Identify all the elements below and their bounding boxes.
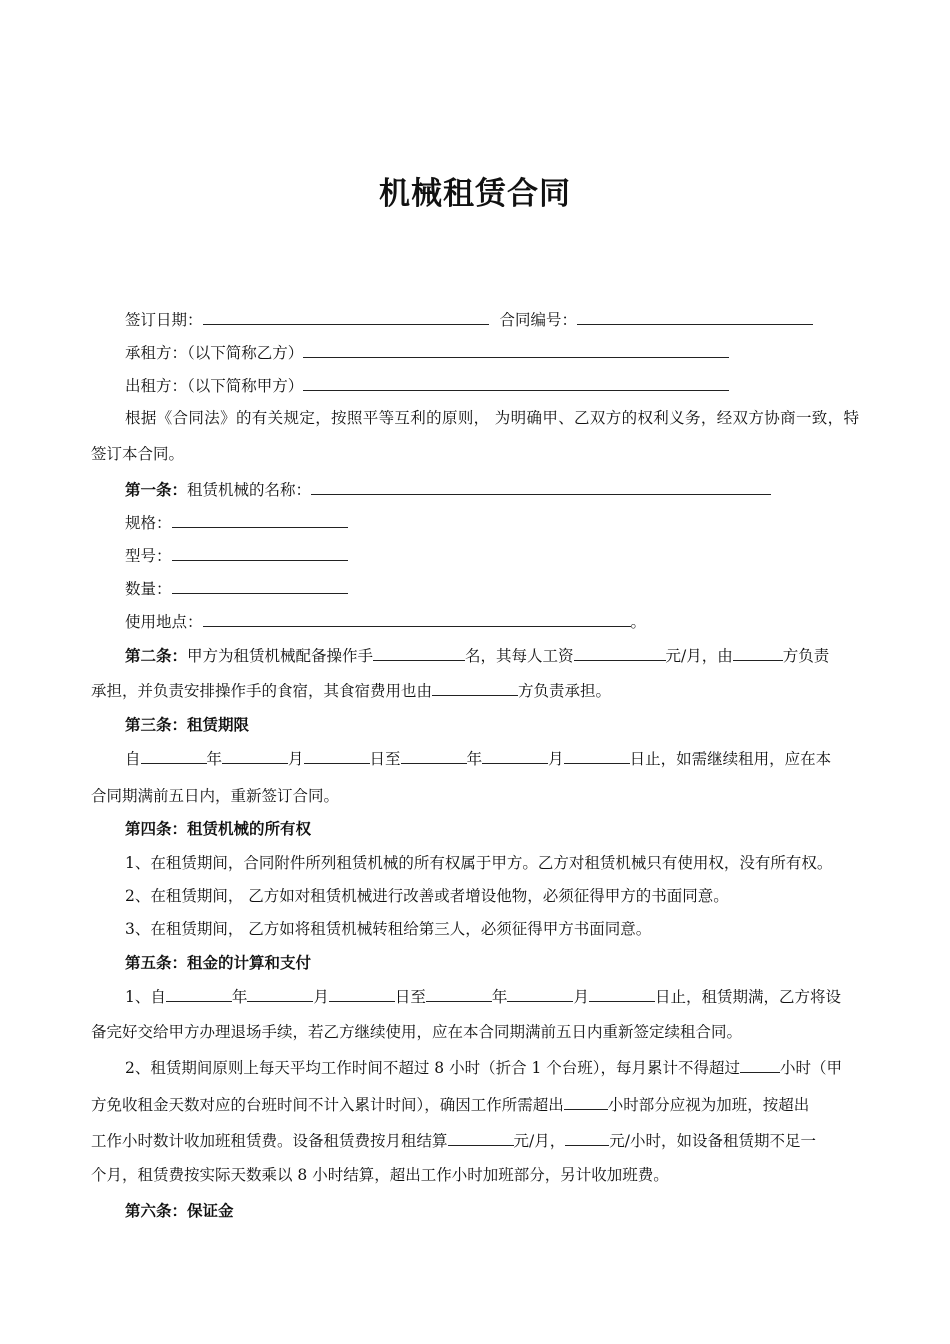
art5-clause-1-line-1 bbox=[125, 985, 841, 1008]
art2-line2-text-a: 承担，并负责安排操作手的食宿，其食宿费用也由 bbox=[91, 682, 433, 700]
art5-clause-2-line-4: 个月，租赁费按实际天数乘以 8 小时结算，超出工作小时加班部分，另计收加班费。 bbox=[91, 1166, 669, 1184]
art1-qty-blank[interactable] bbox=[172, 577, 348, 594]
art3-start-year[interactable] bbox=[141, 747, 207, 764]
art5-clause-1-end: 日止，租赁期满，乙方将设 bbox=[654, 988, 841, 1006]
art5-clause-2-line2-b: 小时部分应视为加班，按超出 bbox=[607, 1096, 810, 1114]
art5-heading: 第五条：租金的计算和支付 bbox=[125, 954, 312, 972]
sign-date-row bbox=[125, 308, 813, 331]
art5-clause-2-line-3 bbox=[91, 1129, 816, 1152]
art3-line-1 bbox=[125, 747, 831, 770]
art1-location-label: 使用地点： bbox=[125, 613, 203, 631]
art2-line-1 bbox=[125, 644, 829, 667]
art5-end-day[interactable] bbox=[589, 985, 655, 1002]
art1-heading: 第一条： bbox=[125, 481, 188, 499]
art1-name-label: 租赁机械的名称： bbox=[187, 481, 312, 499]
art2-text-1: 甲方为租赁机械配备操作手 bbox=[187, 647, 374, 665]
art5-start-month[interactable] bbox=[247, 985, 313, 1002]
art3-day-end: 日止，如需继续租用，应在本 bbox=[629, 750, 832, 768]
lessee-blank[interactable] bbox=[303, 341, 729, 358]
art3-end-day[interactable] bbox=[564, 747, 630, 764]
art4-clause-1: 1、在租赁期间，合同附件所列租赁机械的所有权属于甲方。乙方对租赁机械只有使用权，没有所有权。 bbox=[125, 854, 833, 872]
lessor-label: 出租方：（以下简称甲方） bbox=[125, 377, 304, 395]
art5-clause-2-line-2 bbox=[91, 1093, 809, 1116]
art2-line-2 bbox=[91, 679, 611, 702]
art3-end-year[interactable] bbox=[401, 747, 467, 764]
art3-from: 自 bbox=[125, 750, 141, 768]
art3-year-label-2: 年 bbox=[466, 750, 483, 768]
art2-text-2: 名，其每人工资 bbox=[465, 647, 574, 665]
art1-qty-row bbox=[125, 577, 348, 600]
art5-clause-2-line3-a: 工作小时数计收加班租赁费。设备租赁费按月租结算 bbox=[91, 1132, 448, 1150]
art5-clause-2-line-1 bbox=[125, 1056, 842, 1079]
art2-text-3: 元/月，由 bbox=[665, 647, 733, 665]
art5-hourly-rate-blank[interactable] bbox=[565, 1129, 609, 1146]
art3-day-to: 日至 bbox=[369, 750, 401, 768]
art5-clause-2-line3-b: 元/月， bbox=[513, 1132, 566, 1150]
art1-name-row bbox=[125, 478, 771, 501]
art3-month-label-2: 月 bbox=[548, 750, 564, 768]
art5-year-label-2: 年 bbox=[491, 988, 508, 1006]
art1-model-label: 型号： bbox=[125, 547, 172, 565]
lessee-label: 承租方：（以下简称乙方） bbox=[125, 344, 304, 362]
art5-clause-1-line-2: 备完好交给甲方办理退场手续，若乙方继续使用，应在本合同期满前五日内重新签定续租合同。 bbox=[91, 1023, 743, 1041]
art5-year-label: 年 bbox=[231, 988, 248, 1006]
art2-heading: 第二条： bbox=[125, 647, 188, 665]
art3-month-label: 月 bbox=[288, 750, 304, 768]
art5-clause-2-text-a: 2、租赁期间原则上每天平均工作时间不超过 8 小时（折合 1 个台班），每月累计不得超过 bbox=[125, 1059, 741, 1077]
art5-max-hours-blank[interactable] bbox=[740, 1056, 780, 1073]
art5-end-month[interactable] bbox=[507, 985, 573, 1002]
art1-location-row bbox=[125, 610, 646, 633]
art3-heading: 第三条：租赁期限 bbox=[125, 716, 250, 734]
art1-spec-label: 规格： bbox=[125, 514, 172, 532]
art1-location-blank[interactable] bbox=[203, 610, 631, 627]
art3-start-month[interactable] bbox=[222, 747, 288, 764]
preamble-line-2: 签订本合同。 bbox=[91, 445, 185, 463]
art6-heading: 第六条：保证金 bbox=[125, 1202, 234, 1220]
art3-end-month[interactable] bbox=[482, 747, 548, 764]
preamble-line-1: 根据《合同法》的有关规定，按照平等互利的原则， 为明确甲、乙双方的权利义务，经双方协商一致，特 bbox=[125, 409, 859, 427]
art5-start-day[interactable] bbox=[329, 985, 395, 1002]
art5-from: 1、自 bbox=[125, 988, 166, 1006]
art1-model-blank[interactable] bbox=[172, 544, 348, 561]
art2-wage-blank[interactable] bbox=[574, 644, 666, 661]
art3-start-day[interactable] bbox=[304, 747, 370, 764]
sign-date-label: 签订日期： bbox=[125, 311, 203, 329]
art1-qty-label: 数量： bbox=[125, 580, 172, 598]
art2-line2-text-b: 方负责承担。 bbox=[518, 682, 612, 700]
art5-start-year[interactable] bbox=[166, 985, 232, 1002]
art1-spec-blank[interactable] bbox=[172, 511, 348, 528]
art1-location-end: 。 bbox=[630, 613, 647, 631]
art3-line-2: 合同期满前五日内，重新签订合同。 bbox=[91, 787, 340, 805]
art5-month-label-2: 月 bbox=[573, 988, 589, 1006]
art5-clause-2-line2-a: 方免收租金天数对应的台班时间不计入累计时间），确因工作所需超出 bbox=[91, 1096, 564, 1114]
art1-name-blank[interactable] bbox=[311, 478, 771, 495]
art2-operators-blank[interactable] bbox=[373, 644, 465, 661]
art5-monthly-rent-blank[interactable] bbox=[448, 1129, 514, 1146]
art5-overtime-hours-blank[interactable] bbox=[564, 1093, 608, 1110]
art1-model-row bbox=[125, 544, 348, 567]
art4-clause-3: 3、在租赁期间， 乙方如将租赁机械转租给第三人，必须征得甲方书面同意。 bbox=[125, 920, 652, 938]
art4-heading: 第四条：租赁机械的所有权 bbox=[125, 820, 312, 838]
art5-clause-2-line3-c: 元/小时，如设备租赁期不足一 bbox=[609, 1132, 816, 1150]
art2-text-4: 方负责 bbox=[782, 647, 830, 665]
lessor-blank[interactable] bbox=[303, 374, 729, 391]
art5-day-to: 日至 bbox=[394, 988, 426, 1006]
lessor-row bbox=[125, 374, 729, 397]
art4-clause-2: 2、在租赁期间， 乙方如对租赁机械进行改善或者增设他物，必须征得甲方的书面同意。 bbox=[125, 887, 729, 905]
contract-no-label: 合同编号： bbox=[499, 311, 577, 329]
art2-board-party-blank[interactable] bbox=[432, 679, 518, 696]
lessee-row bbox=[125, 341, 729, 364]
art3-year-label: 年 bbox=[206, 750, 223, 768]
art2-party-blank[interactable] bbox=[733, 644, 783, 661]
contract-no-blank[interactable] bbox=[577, 308, 813, 325]
art1-spec-row bbox=[125, 511, 348, 534]
art5-month-label: 月 bbox=[313, 988, 329, 1006]
document-title: 机械租赁合同 bbox=[379, 176, 571, 212]
art5-clause-2-text-b: 小时（甲 bbox=[780, 1059, 843, 1077]
sign-date-blank[interactable] bbox=[203, 308, 489, 325]
art5-end-year[interactable] bbox=[426, 985, 492, 1002]
